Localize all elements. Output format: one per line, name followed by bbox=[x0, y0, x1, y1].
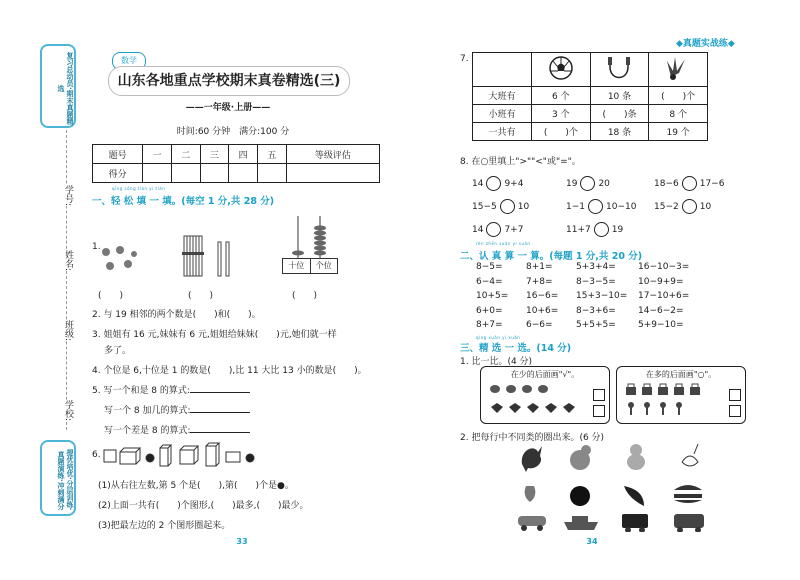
answer-box[interactable] bbox=[729, 405, 741, 417]
q1-blank-2[interactable]: ( ) bbox=[188, 291, 214, 301]
exam-subtitle: ——一年级·上册—— bbox=[185, 103, 271, 113]
question-5-1: 5. 写一个和是 8 的算式: bbox=[92, 383, 250, 396]
score-header: 等级评估 bbox=[286, 145, 379, 164]
label-name: 姓名: bbox=[63, 250, 73, 272]
calc-item[interactable]: 5+5+5= bbox=[576, 320, 616, 330]
q7-cell: 8 个 bbox=[649, 105, 708, 123]
question-4: 4. 个位是 6,十位是 1 的数是( ),比 11 大比 13 小的数是( )。 bbox=[92, 366, 367, 376]
score-cell[interactable] bbox=[229, 164, 258, 183]
q6-number: 6. bbox=[92, 450, 101, 460]
q7-cell[interactable]: ( )个 bbox=[649, 87, 708, 105]
question-3-cont: 多了。 bbox=[104, 346, 132, 356]
q7-cell: 10 条 bbox=[590, 87, 649, 105]
bees-butterflies-image bbox=[487, 381, 587, 421]
calc-item[interactable]: 16−10−3= bbox=[638, 262, 690, 272]
score-header: 题号 bbox=[93, 145, 143, 164]
label-school: 学校: bbox=[63, 400, 73, 422]
shuttlecock-icon bbox=[649, 53, 708, 87]
question-6-1: (1)从右往左数,第 5 个是( ),第( )个是●。 bbox=[98, 481, 294, 491]
answer-box[interactable] bbox=[593, 405, 605, 417]
tens-label: 十位 bbox=[283, 259, 311, 273]
calc-item[interactable]: 5+9−10= bbox=[638, 320, 684, 330]
score-header: 四 bbox=[229, 145, 258, 164]
calc-item[interactable]: 8+7= bbox=[476, 320, 503, 330]
question-5-2: 写一个 8 加几的算式: bbox=[104, 403, 250, 416]
question-2: 2. 与 19 相邻的两个数是( )和( )。 bbox=[92, 310, 261, 320]
abacus bbox=[280, 214, 338, 274]
calc-item[interactable]: 8−3+6= bbox=[576, 305, 616, 316]
q7-cell: 19 个 bbox=[649, 123, 708, 141]
label-student-no: 学号: bbox=[63, 185, 73, 207]
compare-item: 18−6 17−6 bbox=[654, 176, 724, 191]
compare-circle[interactable] bbox=[486, 176, 501, 191]
score-header: 一 bbox=[143, 145, 172, 164]
q7-cell[interactable]: ( )个 bbox=[532, 123, 591, 141]
panel-2-title: 在多的后面画"○"。 bbox=[645, 370, 717, 379]
compare-circle[interactable] bbox=[500, 199, 515, 214]
q7-cell[interactable]: ( )条 bbox=[590, 105, 649, 123]
compare-item: 1−1 10−10 bbox=[566, 199, 636, 214]
compare-circle[interactable] bbox=[682, 199, 697, 214]
q1-blank-1[interactable]: ( ) bbox=[98, 291, 124, 301]
side-tab-top: 复习总动员·期末真题精选 bbox=[40, 44, 76, 128]
compare-panel-1 bbox=[480, 366, 610, 424]
sec1-pinyin: qīng sōng tián yi tián bbox=[112, 186, 166, 191]
question-3: 3. 姐姐有 16 元,妹妹有 6 元,姐姐给妹妹( )元,她们就一样 bbox=[92, 330, 337, 340]
calc-item[interactable]: 7+8= bbox=[526, 276, 553, 287]
sec2-pinyin: rèn zhēn suàn yi suàn bbox=[476, 241, 531, 246]
score-cell[interactable] bbox=[200, 164, 229, 183]
calc-item[interactable]: 8−3−5= bbox=[576, 276, 616, 287]
question-6-2: (2)上面一共有( )个图形,( )最多,( )最少。 bbox=[98, 501, 309, 511]
calc-item[interactable]: 5+3+4= bbox=[576, 262, 616, 272]
page-number-left: 33 bbox=[236, 537, 248, 546]
ones-label: 个位 bbox=[315, 261, 332, 270]
q1-number: 1. bbox=[92, 242, 101, 252]
odd-one-out-images bbox=[516, 440, 716, 532]
binding-line bbox=[66, 130, 67, 430]
time-info: 时间:60 分钟 满分:100 分 bbox=[176, 127, 290, 137]
answer-box[interactable] bbox=[593, 389, 605, 401]
calc-item[interactable]: 8−5= bbox=[476, 262, 503, 272]
q7-cell: 6 个 bbox=[532, 87, 591, 105]
compare-circle[interactable] bbox=[594, 222, 609, 237]
chicks-image bbox=[98, 244, 140, 274]
calc-item[interactable]: 8+1= bbox=[526, 262, 553, 272]
calc-item[interactable]: 6−6= bbox=[526, 320, 553, 330]
compare-item: 19 20 bbox=[566, 176, 610, 191]
calc-item[interactable]: 15+3−10= bbox=[576, 291, 628, 301]
question-5-3: 写一个差是 8 的算式: bbox=[104, 423, 250, 436]
sec1-title: 一、轻 松 填 一 填。(每空 1 分,共 28 分) bbox=[92, 196, 275, 207]
compare-circle[interactable] bbox=[486, 222, 501, 237]
jump-rope-icon bbox=[590, 53, 649, 87]
calc-item[interactable]: 10−9+9= bbox=[638, 276, 684, 287]
sec3-pinyin: qíng xuǎn yi xuǎn bbox=[476, 335, 521, 340]
q7-row-label: 小班有 bbox=[473, 105, 532, 123]
calc-item[interactable]: 10+5= bbox=[476, 291, 509, 301]
sec2-title: 二、认 真 算 一 算。(每题 1 分,共 20 分) bbox=[460, 251, 643, 262]
subject-badge: 数学 bbox=[112, 52, 146, 70]
question-6-3: (3)把最左边的 2 个图形圈起来。 bbox=[98, 521, 231, 531]
compare-item: 15−2 10 bbox=[654, 199, 711, 214]
score-row-label: 得分 bbox=[93, 164, 143, 183]
compare-panel-2 bbox=[616, 366, 746, 424]
score-table bbox=[92, 144, 380, 183]
answer-line[interactable] bbox=[190, 432, 250, 433]
question-3-1: 1. 比一比。(4 分) bbox=[460, 357, 533, 367]
calc-item[interactable]: 6−4= bbox=[476, 276, 503, 287]
q7-row-label: 一共有 bbox=[473, 123, 532, 141]
score-cell[interactable] bbox=[171, 164, 200, 183]
score-cell[interactable] bbox=[258, 164, 287, 183]
calc-item[interactable]: 6+0= bbox=[476, 305, 503, 316]
label-class: 班级: bbox=[63, 320, 73, 342]
answer-line[interactable] bbox=[190, 392, 250, 393]
page-number-right: 34 bbox=[586, 537, 598, 546]
question-3-2: 2. 把每行中不同类的圈出来。(6 分) bbox=[460, 433, 605, 443]
compare-circle[interactable] bbox=[580, 176, 595, 191]
banner-label: ◆真题实战练◆ bbox=[676, 39, 735, 49]
q1-blank-3[interactable]: ( ) bbox=[292, 291, 318, 301]
compare-item: 15−5 10 bbox=[472, 199, 529, 214]
q7-cell: 18 条 bbox=[590, 123, 649, 141]
q7-cell: 3 个 bbox=[532, 105, 591, 123]
sec3-title: 三、精 选 一 选。(14 分) bbox=[460, 343, 572, 354]
calc-item[interactable]: 17−10+6= bbox=[638, 291, 690, 301]
score-cell[interactable] bbox=[143, 164, 172, 183]
compare-circle[interactable] bbox=[682, 176, 697, 191]
answer-line[interactable] bbox=[190, 412, 250, 413]
calc-item[interactable]: 10+6= bbox=[526, 305, 559, 316]
locks-keys-image bbox=[623, 381, 723, 421]
q7-row-label: 大班有 bbox=[473, 87, 532, 105]
calc-item[interactable]: 16−6= bbox=[526, 291, 559, 301]
answer-box[interactable] bbox=[729, 389, 741, 401]
calc-item[interactable]: 14−6−2= bbox=[638, 305, 684, 316]
compare-item: 14 9+4 bbox=[472, 176, 523, 191]
shapes-row bbox=[102, 440, 262, 470]
score-cell[interactable] bbox=[286, 164, 379, 183]
compare-item: 14 7+7 bbox=[472, 222, 523, 237]
panel-1-title: 在少的后面画"√"。 bbox=[510, 370, 580, 379]
compare-item: 11+7 19 bbox=[566, 222, 623, 237]
q7-number: 7. bbox=[460, 54, 469, 64]
sticks-bundle-image bbox=[176, 232, 234, 280]
exam-title: 山东各地重点学校期末真卷精选(三) bbox=[108, 66, 350, 96]
ball-icon bbox=[532, 53, 591, 87]
score-header: 三 bbox=[200, 145, 229, 164]
question-8: 8. 在○里填上">""<"或"="。 bbox=[460, 157, 581, 167]
q7-corner bbox=[473, 53, 532, 87]
side-tab-bottom: 提优培优·分层训练·真题演练·冲刺满分 bbox=[40, 440, 76, 516]
compare-circle[interactable] bbox=[588, 199, 603, 214]
q7-table bbox=[472, 52, 708, 141]
abacus-rods bbox=[280, 214, 338, 258]
score-header: 五 bbox=[258, 145, 287, 164]
score-header: 二 bbox=[171, 145, 200, 164]
